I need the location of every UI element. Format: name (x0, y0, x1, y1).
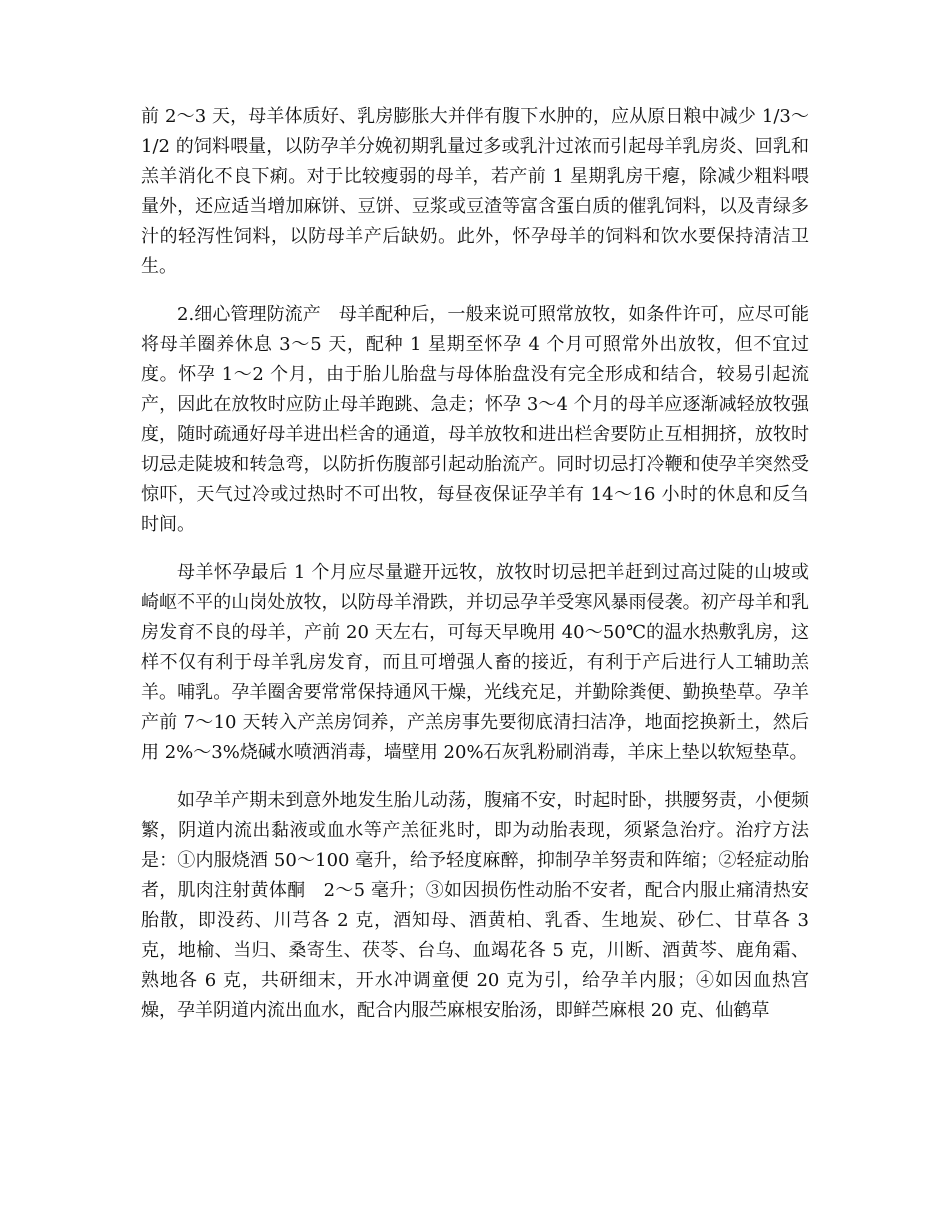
paragraph-3: 母羊怀孕最后 1 个月应尽量避开远牧，放牧时切忌把羊赶到过高过陡的山坡或崎岖不平的山岗处放牧，以防母羊滑跌，并切忌孕羊受寒风暴雨侵袭。初产母羊和乳房发育不良的母羊，产前 20 天左右，可每天早晚用 40～50℃的温水热敷乳房，这样不仅有利于母羊乳房发育，而且可增强人畜的接近，有利于产后进行人工辅助羔羊。哺乳。孕羊圈舍要常常保持通风干燥，光线充足，并勤除粪便、勤换垫草。孕羊产前 7～10 天转入产羔房饲养，产羔房事先要彻底清扫洁净，地面挖换新土，然后用 2%～3%烧碱水喷洒消毒，墙壁用 20%石灰乳粉刷消毒，羊床上垫以软短垫草。 (141, 562, 809, 763)
paragraph-2: 2.细心管理防流产 母羊配种后，一般来说可照常放牧，如条件许可，应尽可能将母羊圈养休息 3～5 天，配种 1 星期至怀孕 4 个月可照常外出放牧，但不宜过度。怀孕 1～2 个月，由于胎儿胎盘与母体胎盘没有完全形成和结合，较易引起流产，因此在放牧时应防止母羊跑跳、急走；怀孕 3～4 个月的母羊应逐渐减轻放牧强度，随时疏通好母羊进出栏舍的通道，母羊放牧和进出栏舍要防止互相拥挤，放牧时切忌走陡坡和转急弯，以防折伤腹部引起动胎流产。同时切忌打冷鞭和使孕羊突然受惊吓，天气过冷或过热时不可出牧，每昼夜保证孕羊有 14～16 小时的休息和反刍时间。 (141, 304, 809, 535)
paragraph-1: 前 2～3 天，母羊体质好、乳房膨胀大并伴有腹下水肿的，应从原日粮中减少 1/3～1/2 的饲料喂量，以防孕羊分娩初期乳量过多或乳汁过浓而引起母羊乳房炎、回乳和羔羊消化不良下痢。对于比较瘦弱的母羊，若产前 1 星期乳房干瘪，除减少粗料喂量外，还应适当增加麻饼、豆饼、豆浆或豆渣等富含蛋白质的催乳饲料，以及青绿多汁的轻泻性饲料，以防母羊产后缺奶。此外，怀孕母羊的饲料和饮水要保持清洁卫生。 (141, 106, 809, 277)
paragraph-4: 如孕羊产期未到意外地发生胎儿动荡，腹痛不安，时起时卧，拱腰努责，小便频繁，阴道内流出黏液或血水等产羔征兆时，即为动胎表现，须紧急治疗。治疗方法是：①内服烧酒 50～100 毫升，给予轻度麻醉，抑制孕羊努责和阵缩；②轻症动胎者，肌肉注射黄体酮 2～5 毫升；③如因损伤性动胎不安者，配合内服止痛清热安胎散，即没药、川芎各 2 克，酒知母、酒黄柏、乳香、生地炭、砂仁、甘草各 3 克，地榆、当归、桑寄生、茯苓、台乌、血竭花各 5 克，川断、酒黄芩、鹿角霜、熟地各 6 克，共研细末，开水冲调童便 20 克为引，给孕羊内服；④如因血热宫燥，孕羊阴道内流出血水，配合内服苎麻根安胎汤，即鲜苎麻根 20 克、仙鹤草 (141, 790, 809, 1021)
document-body (141, 102, 809, 1044)
